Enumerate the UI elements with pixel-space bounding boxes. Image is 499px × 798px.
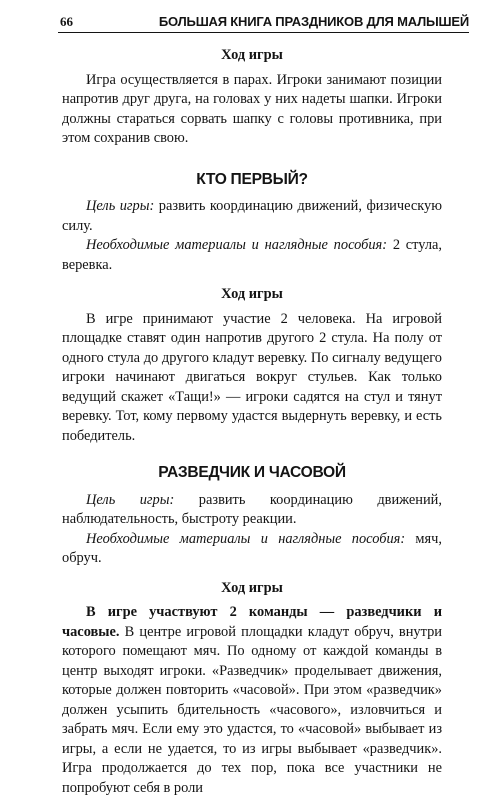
materials-text: мяч, обруч. bbox=[62, 530, 442, 566]
goal-text: развить координацию движений, наблюдательность, быстроту реакции. bbox=[62, 491, 442, 527]
subheading-how-to-play: Ход игры bbox=[221, 286, 283, 302]
paragraph-game-rules bbox=[62, 603, 442, 798]
paragraph-game-rules: В игре принимают участие 2 человека. На игровой площадке ставят один напротив другого 2 стула. На полу от одного стула до другого кладут веревку. По сигналу ведущего игроки начинают двигаться вокруг стульев. Как только ведущий скажет «Тащи!» — игроки садятся на стул и тянут веревку. Тот, кому первому удастся выдернуть веревку, и есть победитель. bbox=[62, 310, 442, 444]
subheading-how-to-play: Ход игры bbox=[221, 47, 283, 63]
paragraph-goal bbox=[62, 197, 442, 236]
paragraph-materials bbox=[62, 530, 442, 569]
goal-label: Цель игры: bbox=[86, 491, 175, 508]
page-number: 66 bbox=[60, 14, 73, 29]
teams-sentence: В игре участвуют 2 команды — разведчики и часовые. bbox=[62, 604, 442, 640]
subheading-how-to-play: Ход игры bbox=[221, 579, 283, 596]
materials-label: Необходимые материалы и наглядные пособия: bbox=[86, 237, 388, 253]
rules-text: В центре игровой площадки кладут обруч, внутри которого помещают мяч. По одному от каждой команды в центр выходят игроки. «Разведчик» проделывает движения, которые должен повторить «часовой». При этом «разведчик» должен усыпить бдительность «часового», изловчиться и забрать мяч. Если ему это удастся, то «часовой» выбывает из игры, а если не удается, то из игры выбывает «разведчик». Игра продолжается до тех пор, пока все участники не попробуют себя в роли bbox=[62, 623, 442, 796]
goal-label: Цель игры: bbox=[86, 198, 155, 214]
materials-label: Необходимые материалы и наглядные пособия: bbox=[86, 530, 406, 547]
paragraph-materials bbox=[62, 236, 442, 275]
goal-text: развить координацию движений, физическую силу. bbox=[62, 198, 442, 234]
book-title: БОЛЬШАЯ КНИГА ПРАЗДНИКОВ ДЛЯ МАЛЫШЕЙ bbox=[158, 14, 469, 29]
game-title-scout-and-sentry: РАЗВЕДЧИК И ЧАСОВОЙ bbox=[158, 464, 346, 481]
running-header bbox=[58, 12, 469, 33]
materials-text: 2 стула, веревка. bbox=[62, 237, 442, 273]
paragraph-goal bbox=[62, 491, 442, 530]
paragraph-game-rules: Игра осуществляется в парах. Игроки занимают позиции напротив друг друга, на головах у них надеты шапки. Игроки должны стараться сорвать шапку с головы противника, при этом сохранив свою. bbox=[62, 71, 442, 146]
text-column bbox=[62, 46, 442, 798]
game-title-who-first: КТО ПЕРВЫЙ? bbox=[196, 170, 308, 188]
